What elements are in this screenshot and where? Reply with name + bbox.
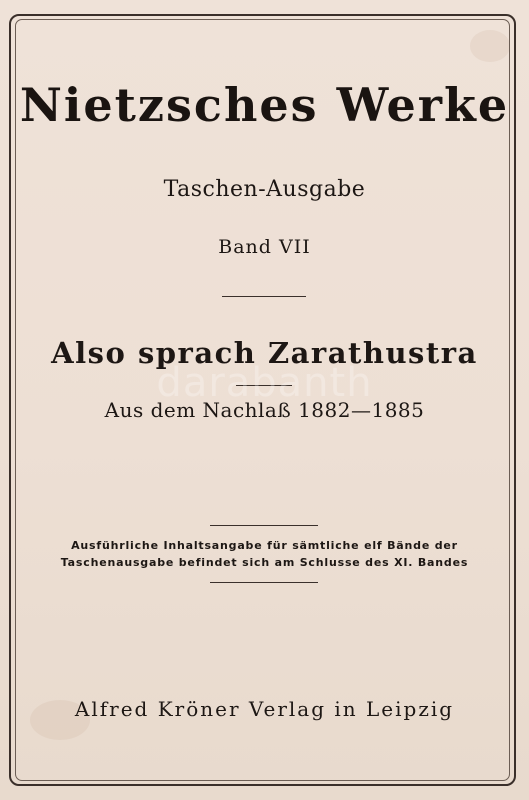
- divider-rule: [210, 582, 318, 583]
- notice-line-1: Ausführliche Inhaltsangabe für sämtliche elf Bände der: [71, 539, 458, 552]
- nachlass-subtitle: Aus dem Nachlaß 1882—1885: [104, 398, 425, 422]
- divider-rule: [236, 385, 292, 386]
- work-title: Also sprach Zarathustra: [51, 336, 478, 370]
- notice-line-2: Taschenausgabe befindet sich am Schlusse des XI. Bandes: [60, 556, 469, 569]
- divider-rule: [210, 525, 318, 526]
- volume-number: Band VII: [218, 236, 311, 258]
- divider-rule: [222, 296, 306, 297]
- publisher-imprint: Alfred Kröner Verlag in Leipzig: [74, 697, 455, 721]
- book-title: Nietzsches Werke: [19, 78, 510, 132]
- watermark-text: darabanth: [156, 360, 373, 406]
- edition-subtitle: Taschen-Ausgabe: [163, 177, 366, 202]
- contents-notice: [0, 537, 529, 571]
